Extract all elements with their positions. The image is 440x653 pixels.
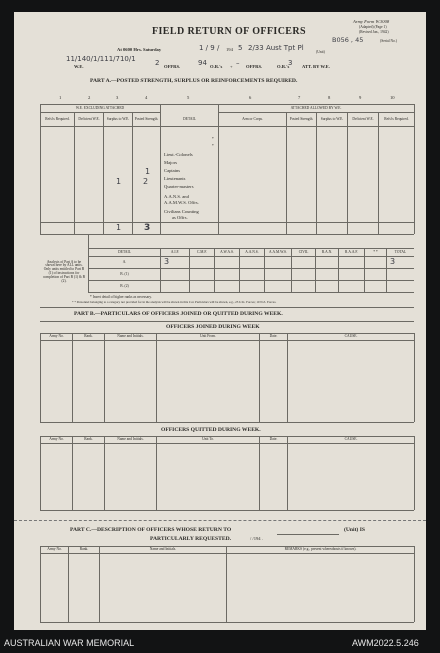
return-date: 1 / 9 / — [199, 44, 220, 52]
col-number: 10 — [390, 95, 395, 100]
col-number: 1 — [59, 95, 62, 100]
analysis-col-header: DETAIL — [118, 249, 131, 254]
analysis-row-label: B. (2) — [120, 283, 129, 288]
attached-header: ATTACHED ALLOWED BY W.E. — [290, 105, 342, 110]
col-number: 7 — [298, 95, 301, 100]
serial-label: (Serial No.) — [380, 39, 397, 43]
we-label: W.E. — [74, 64, 84, 69]
part-b-heading: PART B.—PARTICULARS OF OFFICERS JOINED OR QUITTED DURING WEEK. — [74, 311, 283, 317]
posted-strength-header: Posted Strength. — [134, 116, 159, 121]
att-offrs-value: – — [236, 59, 240, 67]
col-number: 9 — [359, 95, 362, 100]
deficient-attached-header: Deficient W.E. — [352, 116, 374, 121]
surplus-attached-header: Surplus to W.E. — [320, 116, 344, 121]
analysis-col-header: TOTAL — [394, 249, 407, 254]
serial-number: B056 , 45 — [332, 36, 364, 44]
att-by-we-label: ATT. BY W.E. — [302, 64, 330, 69]
deficient-header: Deficient W.E. — [78, 116, 100, 121]
rank-label: as Offrs. — [172, 215, 188, 220]
joined-col-header: Army No. — [49, 334, 64, 339]
analysis-row-label: A. — [122, 259, 127, 264]
surplus-value: 1 — [116, 177, 122, 186]
we-offrs-label: OFFRS. — [164, 64, 181, 69]
posted-value-lieutenants: 2 — [143, 177, 149, 186]
part-c-col-header: Army No. — [47, 547, 62, 552]
analysis-aif-value: 3 — [164, 257, 170, 266]
part-c-col-header: Name and Initials. — [149, 547, 177, 552]
att-offrs-label: OFFRS. — [246, 64, 263, 69]
part-c-col-header: REMARKS (e.g., present whereabouts if known). — [284, 547, 357, 552]
unit-name: 2/33 Aust Tpt Pl — [248, 44, 304, 52]
year-prefix: 194 — [226, 47, 233, 52]
rank-label: Captains — [164, 168, 181, 173]
rank-label: Majors — [164, 160, 178, 165]
part-c-heading-2: PARTICULARLY REQUESTED. — [150, 536, 232, 542]
analysis-col-header: R.A.N. — [321, 249, 333, 254]
we-or-label: O.R.'s — [210, 64, 223, 69]
analysis-col-header: C.M.F. — [197, 249, 207, 254]
form-id-adapted: (Adapted) (Page 1) — [359, 25, 387, 29]
quitted-col-header: Army No. — [49, 437, 64, 442]
quitted-title: OFFICERS QUITTED DURING WEEK. — [161, 427, 261, 433]
footer-accession-number: AWM2022.5.246 — [352, 638, 419, 648]
rank-label: A.A.M.W.S. Offrs. — [164, 200, 199, 205]
we-or-value: 94 — [198, 59, 207, 67]
quitted-col-header: Date. — [269, 437, 278, 442]
we-reference: 11/140/1/111/710/1 — [66, 55, 136, 63]
part-c-col-header: Rank. — [79, 547, 89, 552]
part-c-date: / /194 . — [250, 536, 263, 541]
col-number: 4 — [145, 95, 148, 100]
joined-col-header: Date. — [269, 334, 278, 339]
col-number: 3 — [116, 95, 119, 100]
rank-label: Lieut.-Colonels — [164, 152, 193, 157]
rank-label: A.A.N.S. and — [164, 194, 189, 199]
analysis-col-header: A.A.N.S. — [245, 249, 259, 254]
footer-caption: AUSTRALIAN WAR MEMORIAL — [4, 638, 135, 648]
quitted-col-header: Unit To. — [202, 437, 214, 442]
rank-label: Lieutenants — [164, 176, 186, 181]
surplus-header: Surplus to W.E. — [106, 116, 130, 121]
we-offrs-value: 2 — [155, 59, 160, 67]
total-posted: 3 — [144, 223, 151, 233]
analysis-col-header: A.W.A.S. — [220, 249, 234, 254]
posted-strength-attached-header: Posted Strength. — [289, 116, 314, 121]
joined-col-header: Rank. — [84, 334, 93, 339]
analysis-col-header: * * — [373, 249, 378, 254]
quitted-col-header: CAUSE. — [344, 437, 358, 442]
analysis-note: Analysis of Part A to be shown here by ALL units. Only units entitled to Part B (1) of instructions for completion of Part B (1) & B (2). — [42, 259, 86, 283]
we-excluding-header: W.E. EXCLUDING ATTACHED — [75, 105, 125, 110]
col-number: 8 — [328, 95, 331, 100]
total-surplus: 1 — [116, 223, 122, 232]
joined-col-header: CAUSE. — [344, 334, 358, 339]
year-digit: 5 — [238, 44, 243, 52]
footnote: * * Personnel belonging to a category not provided for in the analysis will be shown in this Col. Particulars will be shown, e.g., 25 U.K. Forces; 10 N.Z. Forces. — [72, 300, 277, 304]
joined-title: OFFICERS JOINED DURING WEEK — [166, 324, 260, 330]
detail-header: DETAIL — [183, 116, 196, 121]
col-number: 5 — [187, 95, 190, 100]
form-page: FIELD RETURN OF OFFICERS Army Form W.3008 (Adapted) (Page 1) (Revised Jan., 1942) B056 , 45 (Serial No.) At 0600 Hrs. Saturday 1 / 9 / 194 5 2/33 Aust Tpt Pl (Unit) 11/140/1/111/710/1 W.E. 2 OFFRS. 94 O.R.'s + – OFFRS. 3 O.R.'s ATT. BY W.E. PART A.—POSTED STRENGTH, SURPLUS OR REINFORCEMENTS REQUIRED. 1 2 3 4 5 6 7 8 9 10 W.E. EXCLUDING ATTACHED ATTACHED ALLOWED BY W.E. Refs'ts Required. Deficient W.E. Surplus to W.E. Posted Strength. DETAIL Arm or Corps. Posted Strength. Surplus to W.E. Deficient W.E. Refs'ts Required. * * Lieut.-Colonels Majors Captains Lieutenants Quarter-masters A.A.N.S. and A.A.M.W.S. Offrs. Civilians Counting as Offrs. 1 1 2 1 3 Analysis of Part A to be shown here by ALL units. Only units entitled to Part B (1) of instructions for completion of Part B (1) & B (2). DETAIL A.I.F. C.M.F. A.W.A.S. A.A.N.S. A.A.M.W.S. CIVIL R.A.N. R.A.A.F. * * TOTAL A. B. (1) B. (2) 3 3 * Insert detail of higher ranks as necessary. * * Personnel belonging to a category not provided for in the analysis will be shown in this Col. Particulars will be shown, e.g., 25 U.K. Forces; 10 N.Z. Forces. PART B.—PARTICULARS OF OFFICERS JOINED OR QUITTED DURING WEEK. OFFICERS JOINED DURING WEEK Army No. Rank. Name and Initials. Unit From. Date. CAUSE. OFFICERS QUITTED DURING WEEK. Army No. Rank. Name and Initials. Unit To. Date. CAUSE. PART C.—DESCRIPTION OF OFFICERS WHOSE RETURN TO (Unit) IS PARTICULARLY REQUESTED. / /194 . Army No. Rank. Name and Initials. REMARKS (e.g., present whereabouts if known). — [14, 12, 426, 630]
joined-col-header: Name and Initials. — [117, 334, 144, 339]
form-id-revised: (Revised Jan., 1942) — [359, 30, 389, 34]
analysis-col-header: CIVIL — [298, 249, 309, 254]
quitted-col-header: Rank. — [84, 437, 93, 442]
analysis-col-header: A.A.M.W.S. — [269, 249, 287, 254]
form-title: FIELD RETURN OF OFFICERS — [152, 26, 306, 37]
col-number: 6 — [249, 95, 252, 100]
refs-required-header: Refs'ts Required. — [45, 116, 70, 121]
tear-line — [14, 520, 426, 521]
att-or-value: 3 — [288, 59, 293, 67]
att-or-label: O.R.'s — [277, 64, 290, 69]
analysis-col-header: R.A.A.F. — [345, 249, 358, 254]
rank-label: Quarter-masters — [164, 184, 194, 189]
quitted-col-header: Name and Initials. — [117, 437, 144, 442]
part-a-heading: PART A.—POSTED STRENGTH, SURPLUS OR REINFORCEMENTS REQUIRED. — [90, 78, 298, 84]
part-c-heading: PART C.—DESCRIPTION OF OFFICERS WHOSE RETURN TO — [70, 527, 232, 533]
footnote: * Insert detail of higher ranks as necessary. — [90, 295, 152, 299]
part-c-unit-label: (Unit) IS — [344, 527, 365, 533]
analysis-col-header: A.I.F. — [170, 249, 180, 254]
analysis-row-label: B. (1) — [120, 271, 129, 276]
refs-required-attached-header: Refs'ts Required. — [384, 116, 409, 121]
rank-label: Civilians Counting — [164, 209, 199, 214]
analysis-total-value: 3 — [390, 257, 396, 266]
at-label: At 0600 Hrs. Saturday — [117, 47, 162, 52]
form-id: Army Form W.3008 — [353, 19, 390, 24]
arm-corps-header: Arm or Corps. — [242, 116, 263, 121]
joined-col-header: Unit From. — [200, 334, 216, 339]
col-number: 2 — [88, 95, 91, 100]
unit-label: (Unit) — [316, 50, 325, 54]
posted-value-captains: 1 — [145, 167, 151, 176]
